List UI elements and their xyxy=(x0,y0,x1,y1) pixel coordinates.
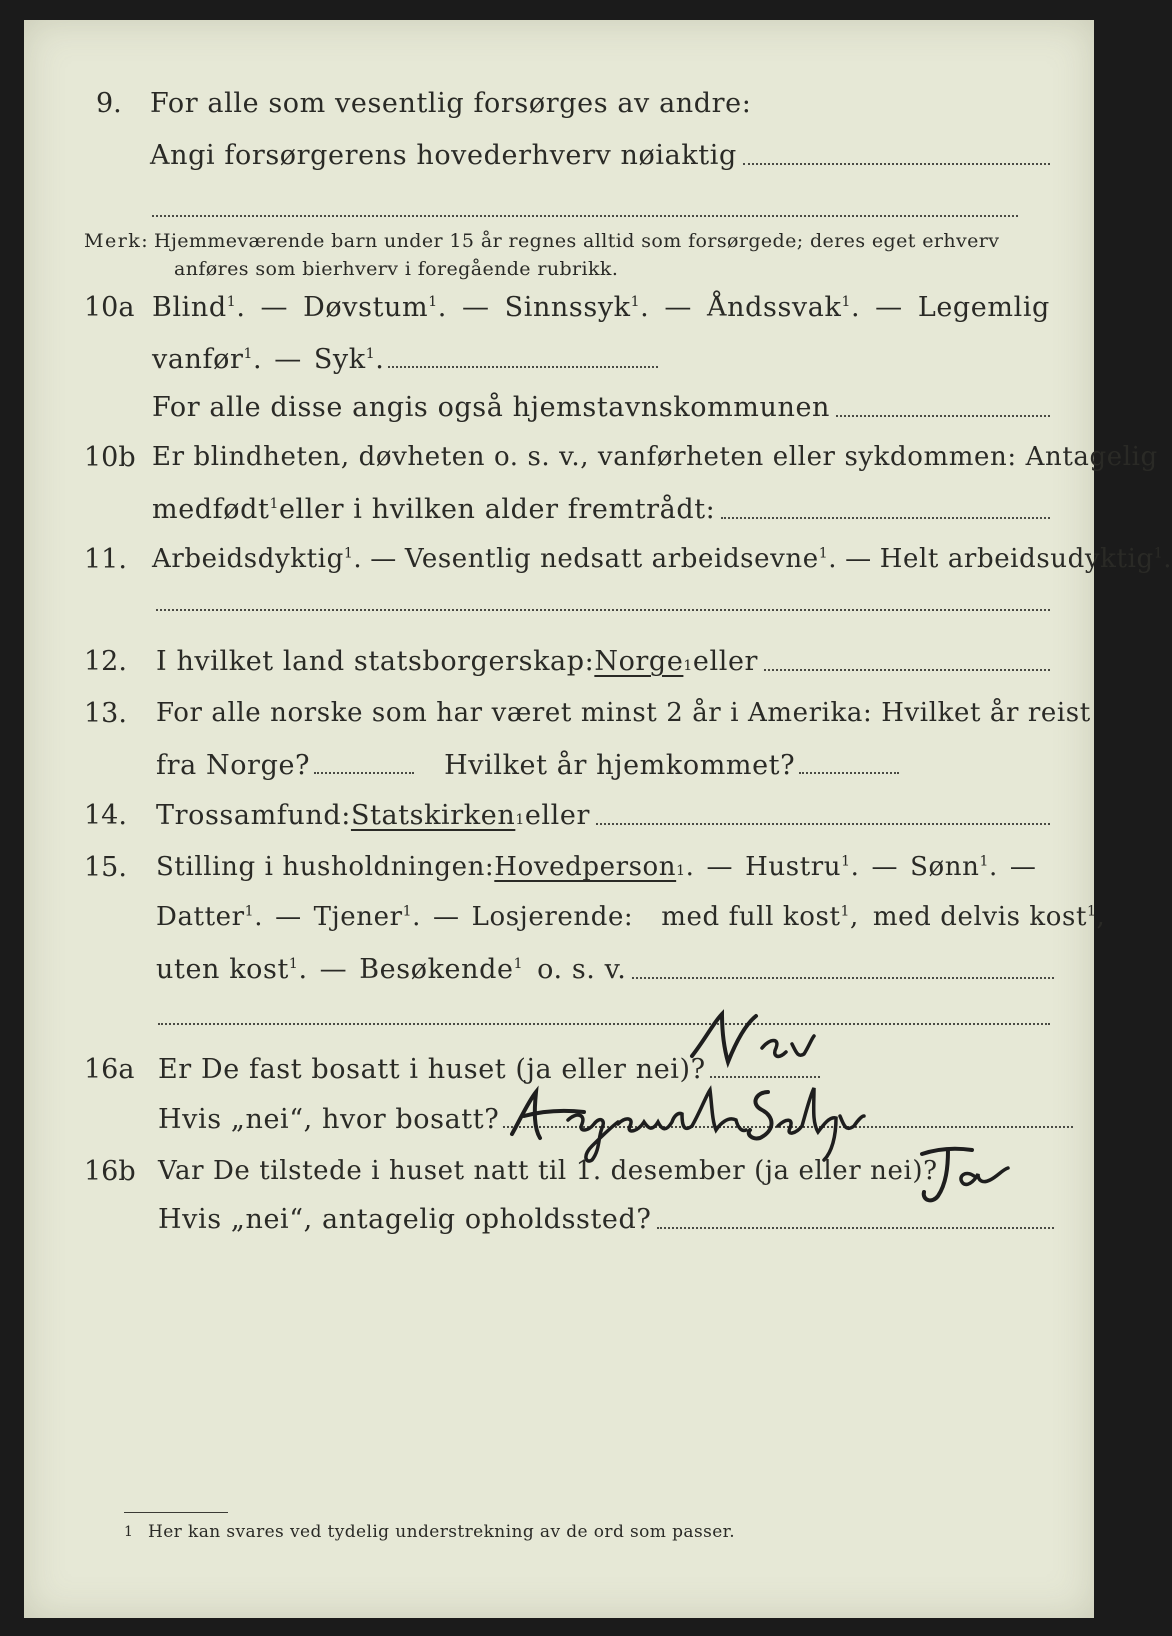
q13-hjem-label: Hvilket år hjemkommet? xyxy=(444,750,796,781)
q15-row2 xyxy=(156,902,1105,932)
dash: — xyxy=(275,902,302,932)
q14-answer-line[interactable] xyxy=(596,822,1050,825)
option-syk[interactable]: Syk$^1$. xyxy=(313,344,385,375)
q13-fra-line[interactable] xyxy=(314,771,414,774)
q15-extra-line[interactable] xyxy=(158,1022,1050,1025)
option-nedsatt[interactable]: Vesentlig nedsatt arbeidsevne$^1$. xyxy=(404,544,838,574)
option-datter[interactable]: Datter$^1$. xyxy=(156,902,264,932)
dash: — xyxy=(845,544,872,574)
q16b-row1 xyxy=(158,1156,938,1186)
option-norge[interactable]: Norge xyxy=(594,646,684,677)
option-arbeidsdyktig[interactable]: Arbeidsdyktig$^1$. xyxy=(152,544,363,574)
q12-row xyxy=(156,646,1050,677)
q16b-opholdssted-label: Hvis „nei“, antagelig opholdssted? xyxy=(158,1204,652,1235)
q9-answer-line[interactable] xyxy=(743,162,1050,165)
q16a-question: Er De fast bosatt i huset (ja eller nei)? xyxy=(158,1054,706,1085)
option-sonn[interactable]: Sønn$^1$. xyxy=(910,852,998,882)
sup: 1 xyxy=(515,812,525,828)
sup: 1 xyxy=(676,863,686,879)
option-udyktig[interactable]: Helt arbeidsudyktig$^1$. xyxy=(879,544,1172,574)
sup: 1 xyxy=(683,658,693,674)
handwriting-ja-svg xyxy=(912,1140,1022,1210)
q14-eller: eller xyxy=(524,800,590,831)
option-sinnssyk[interactable]: Sinnssyk$^1$. xyxy=(504,292,650,323)
option-med-full-kost[interactable]: med full kost$^1$, xyxy=(661,902,859,932)
footnote-text: Her kan svares ved tydelig understrekning av de ord som passer. xyxy=(148,1522,736,1542)
q10a-number: 10a xyxy=(84,292,135,323)
option-hustru[interactable]: Hustru$^1$. xyxy=(745,852,860,882)
q16b-question: Var De tilstede i huset natt til 1. desember (ja eller nei)? xyxy=(158,1156,938,1186)
q12-answer-line[interactable] xyxy=(764,668,1050,671)
q16a-number: 16a xyxy=(84,1054,135,1085)
q13-row2 xyxy=(156,750,899,781)
option-med-delvis-kost[interactable]: med delvis kost$^1$, xyxy=(872,902,1106,932)
dash: — xyxy=(274,344,302,375)
q9-occupation-row xyxy=(150,140,1050,171)
q13-hjem-line[interactable] xyxy=(799,771,899,774)
q10a-row3 xyxy=(152,392,1050,423)
osv: o. s. v. xyxy=(537,954,627,985)
dash: — xyxy=(664,292,692,323)
dash: — xyxy=(461,292,490,323)
note-line2: anføres som bierhverv i foregående rubrikk. xyxy=(174,258,619,280)
option-tjener[interactable]: Tjener$^1$. xyxy=(313,902,422,932)
footnote-rule xyxy=(124,1512,228,1513)
dash: — xyxy=(260,292,289,323)
dash: — xyxy=(370,544,397,574)
q10a-syk-line[interactable] xyxy=(388,365,658,368)
option-vanfor[interactable]: vanfør$^1$. xyxy=(152,344,263,375)
q9-line1: For alle som vesentlig forsørges av andre: xyxy=(150,88,752,119)
q9-extra-line[interactable] xyxy=(152,214,1018,217)
q16b-answer-line[interactable] xyxy=(657,1226,1054,1229)
q14-row xyxy=(156,800,1050,831)
option-medfodt[interactable]: medfødt$^1$ xyxy=(152,494,279,525)
handwritten-answer-ja xyxy=(912,1140,1022,1214)
losjerende-label: Losjerende: xyxy=(471,902,634,932)
q14-label: Trossamfund: xyxy=(156,800,351,831)
q10a-options xyxy=(152,292,1050,323)
q10a-hjemstavn-label: For alle disse angis også hjemstavnskommunen xyxy=(152,392,831,423)
dash: — xyxy=(319,954,348,985)
option-hovedperson[interactable]: Hovedperson xyxy=(494,852,677,882)
q10b-alder-label: eller i hvilken alder fremtrådt: xyxy=(278,494,716,525)
option-besokende[interactable]: Besøkende$^1$ xyxy=(359,954,524,985)
q15-row1: Stilling i husholdningen: Hovedperson 1 . — Hustru$^1$. — Sønn$^1$. — xyxy=(156,852,1037,882)
handwriting-nei-svg xyxy=(688,1008,828,1078)
q15-number: 15. xyxy=(84,852,127,883)
q12-number: 12. xyxy=(84,646,127,677)
option-statskirken[interactable]: Statskirken xyxy=(350,800,516,831)
q13-number: 13. xyxy=(84,698,127,729)
q16a-hvor-label: Hvis „nei“, hvor bosatt? xyxy=(158,1104,500,1135)
q9-line2: Angi forsørgerens hovederhverv nøiaktig xyxy=(150,140,737,171)
q15-label: Stilling i husholdningen: xyxy=(156,852,495,882)
dash: — xyxy=(433,902,460,932)
q13-line1: For alle norske som har været minst 2 år i Amerika: Hvilket år reist xyxy=(156,698,1091,728)
q10b-line1: Er blindheten, døvheten o. s. v., vanførheten eller sykdommen: Antagelig xyxy=(152,442,1158,472)
q13-fra-label: fra Norge? xyxy=(156,750,311,781)
footnote-mark: 1 xyxy=(124,1524,134,1540)
q11-options xyxy=(152,544,1172,574)
dash: — xyxy=(875,292,903,323)
q10b-answer-line[interactable] xyxy=(721,516,1050,519)
q10b-number: 10b xyxy=(84,442,136,473)
q15-row3 xyxy=(156,954,1054,985)
q11-number: 11. xyxy=(84,544,127,575)
note-label: Merk: xyxy=(84,230,150,252)
q12-eller: eller xyxy=(692,646,759,677)
dash: — xyxy=(1009,852,1037,882)
q9-number: 9. xyxy=(96,88,122,119)
q10a-hjemstavn-line[interactable] xyxy=(836,414,1050,417)
note-line1: Hjemmeværende barn under 15 år regnes alltid som forsørgede; deres eget erhverv xyxy=(154,230,1000,252)
q16b-row2 xyxy=(158,1204,1054,1235)
q11-extra-line[interactable] xyxy=(156,608,1050,611)
q9-question xyxy=(150,88,751,119)
option-legemlig[interactable]: Legemlig xyxy=(917,292,1050,323)
option-uten-kost[interactable]: uten kost$^1$. xyxy=(156,954,308,985)
q10b-row2 xyxy=(152,494,1050,525)
q10a-row2 xyxy=(152,344,658,375)
dash: — xyxy=(871,852,899,882)
q16b-number: 16b xyxy=(84,1156,136,1187)
handwritten-answer-nei xyxy=(688,1008,828,1082)
option-dovstum[interactable]: Døvstum$^1$. xyxy=(303,292,447,323)
option-blind[interactable]: Blind$^1$. xyxy=(152,292,246,323)
dash: — xyxy=(706,852,734,882)
option-andssvak[interactable]: Åndssvak$^1$. xyxy=(707,292,861,323)
q12-label: I hvilket land statsborgerskap: xyxy=(156,646,595,677)
q15-answer-line[interactable] xyxy=(632,976,1054,979)
handwriting-hogevik-selje-svg xyxy=(506,1076,926,1166)
q14-number: 14. xyxy=(84,800,127,831)
